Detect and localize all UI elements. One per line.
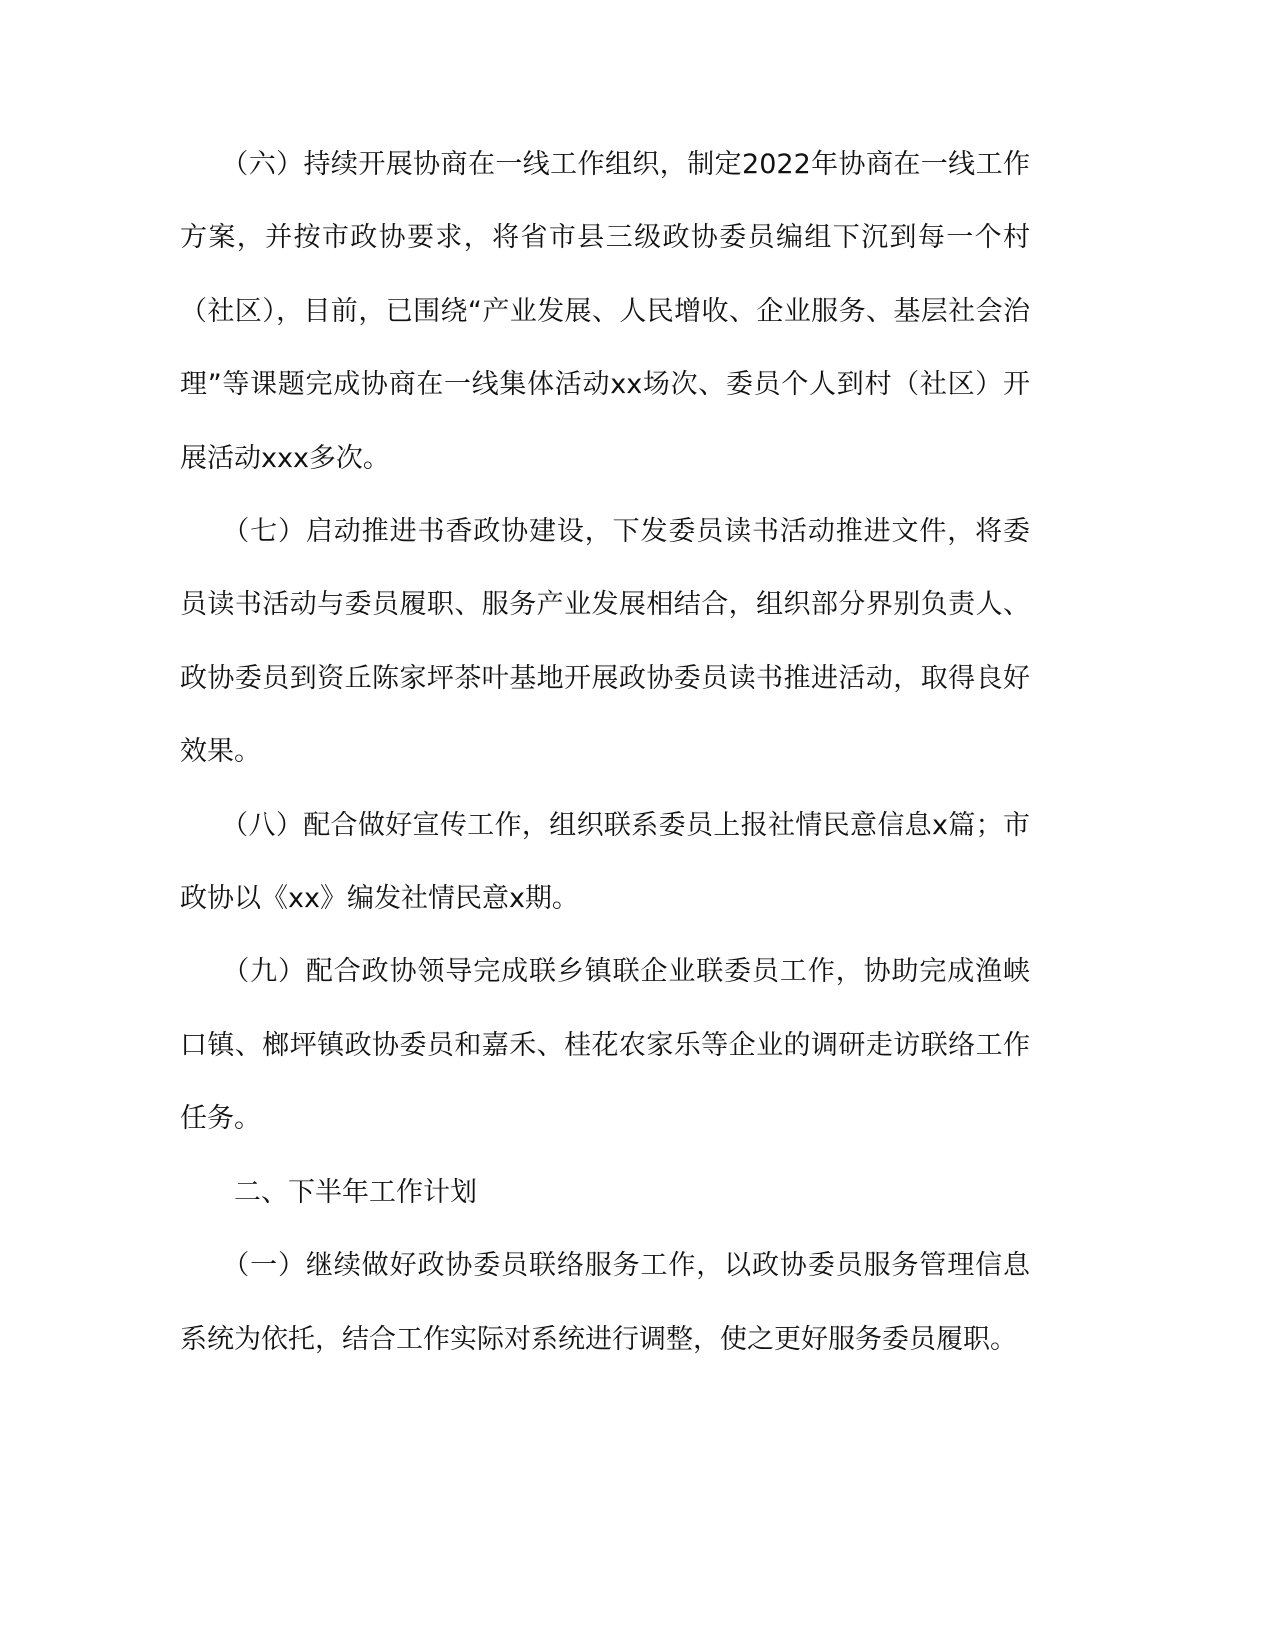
paragraph-section-7: （七）启动推进书香政协建设，下发委员读书活动推进文件，将委员读书活动与委员履职、服务产业发展相结合，组织部分界别负责人、政协委员到资丘陈家坪茶叶基地开展政协委员读书推进活动，取得良好效果。 xyxy=(180,516,1030,768)
paragraph-section-9: （九）配合政协领导完成联乡镇联企业联委员工作，协助完成渔峡口镇、榔坪镇政协委员和嘉禾、桂花农家乐等企业的调研走访联络工作任务。 xyxy=(180,956,1030,1135)
document-body xyxy=(180,128,1030,1376)
paragraph-section-6: （六）持续开展协商在一线工作组织，制定2022年协商在一线工作方案，并按市政协要求，将省市县三级政协委员编组下沉到每一个村（社区），目前，已围绕“产业发展、人民增收、企业服务、基层社会治理”等课题完成协商在一线集体活动xx场次、委员个人到村（社区）开展活动xxx多次。 xyxy=(180,149,1030,474)
paragraph-plan-1: （一）继续做好政协委员联络服务工作，以政协委员服务管理信息系统为依托，结合工作实际对系统进行调整，使之更好服务委员履职。 xyxy=(180,1250,1030,1355)
paragraph-section-8: （八）配合做好宣传工作，组织联系委员上报社情民意信息x篇；市政协以《xx》编发社情民意x期。 xyxy=(180,809,1030,915)
section-heading-second-half-plan: 二、下半年工作计划 xyxy=(180,1176,477,1208)
